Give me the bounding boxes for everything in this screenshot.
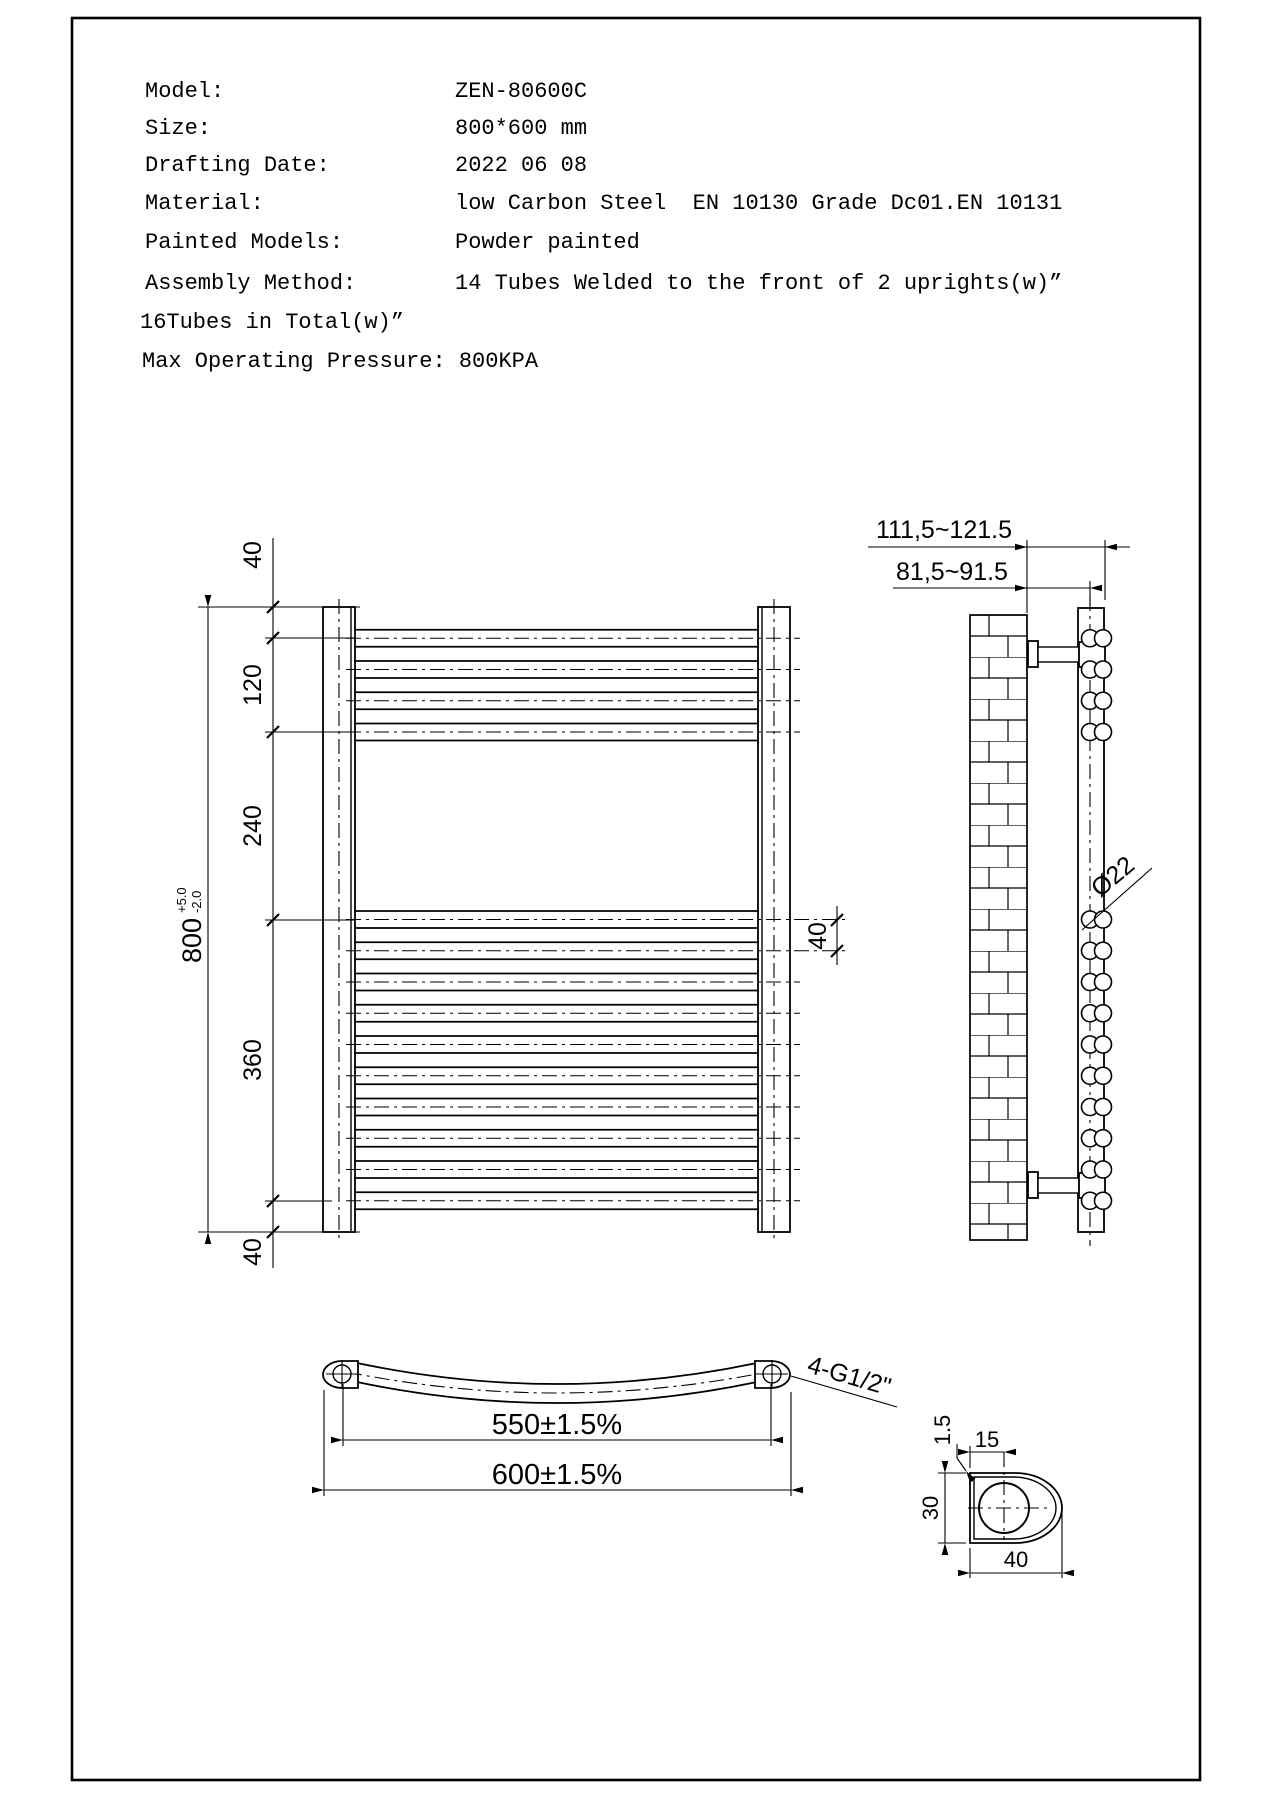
dim-seg-40-bottom: 40	[239, 1238, 267, 1266]
spec-max-pressure: Max Operating Pressure: 800KPA	[142, 349, 539, 374]
dim-seg-40-top: 40	[239, 541, 267, 569]
tube-section-circle	[1095, 1192, 1112, 1209]
spec-block	[140, 79, 1062, 374]
spec-label-model: Model:	[145, 79, 225, 104]
front-view	[174, 538, 848, 1268]
spec-label-material: Material:	[145, 191, 264, 216]
dim-tube-pitch	[804, 906, 843, 965]
dim-15-text: 15	[974, 1427, 1000, 1452]
tube-section-circle	[1095, 1005, 1112, 1022]
dim-800-text: 800	[177, 917, 207, 963]
dim-thickness-1-5	[930, 1415, 966, 1471]
dim-40-text: 40	[1003, 1547, 1029, 1572]
spec-label-size: Size:	[145, 116, 212, 141]
dim-hole-offset-15	[970, 1427, 1004, 1468]
dim-thread-leader	[791, 1351, 897, 1407]
top-left-bracket	[323, 1360, 358, 1389]
spec-value-assembly: 14 Tubes Welded to the front of 2 uprights(w)”	[455, 271, 1063, 296]
spec-value-painted: Powder painted	[455, 230, 640, 255]
tube-section-circle	[1095, 1036, 1112, 1053]
tube-section-circle	[1095, 1099, 1112, 1116]
dim-dia-22: Ø22	[1085, 850, 1141, 903]
tube-section-circle	[1095, 1067, 1112, 1084]
dim-overall-600	[324, 1390, 791, 1496]
tube-section-circle	[1095, 1161, 1112, 1178]
dim-800-tol-minus: -2.0	[189, 890, 204, 913]
dim-seg-360: 360	[239, 1039, 267, 1081]
top-right-bracket	[755, 1360, 790, 1389]
spec-label-date: Drafting Date:	[145, 153, 330, 178]
tube-section-circle	[1095, 942, 1112, 959]
spec-value-date: 2022 06 08	[455, 153, 588, 178]
tube-section-circle	[1095, 630, 1112, 647]
front-tubes	[346, 630, 848, 1210]
dim-seg-120: 120	[239, 664, 267, 706]
dim-550-text: 550±1.5%	[491, 1409, 623, 1441]
dim-thread-text: 4-G1/2"	[804, 1350, 895, 1402]
tube-section-circle	[1095, 661, 1112, 678]
dim-segment-chain	[239, 538, 355, 1268]
dim-800-tol-plus: +5.0	[174, 887, 189, 913]
wall-section	[970, 615, 1027, 1240]
side-view	[868, 516, 1152, 1246]
tube-section-circle	[1095, 724, 1112, 741]
detail-view	[918, 1415, 1062, 1578]
dim-wall-offsets	[868, 516, 1130, 613]
dim-pitch-40: 40	[804, 922, 832, 950]
spec-value-model: ZEN-80600C	[455, 79, 588, 104]
tube-arc-bottom-edge	[357, 1382, 757, 1403]
spec-label-painted: Painted Models:	[145, 230, 344, 255]
tube-section-circle	[1095, 692, 1112, 709]
spec-value-size: 800*600 mm	[455, 116, 588, 141]
spec-value-material: low Carbon Steel EN 10130 Grade Dc01.EN 10131	[455, 191, 1063, 216]
tube-section-circle	[1095, 1130, 1112, 1147]
spec-assembly-note: 16Tubes in Total(w)”	[140, 310, 405, 335]
tube-arc-centerline	[347, 1372, 767, 1393]
dim-wall-to-front: 111,5~121.5	[875, 516, 1013, 544]
tube-arc-top-edge	[357, 1363, 757, 1384]
dim-height-30	[918, 1473, 966, 1543]
dim-seg-240: 240	[239, 805, 267, 847]
tube-section-circle	[1095, 911, 1112, 928]
dim-30-text: 30	[918, 1495, 943, 1521]
top-view	[323, 1351, 897, 1496]
tube-section-circle	[1095, 974, 1112, 991]
dim-centers-550	[343, 1384, 771, 1446]
dim-600-text: 600±1.5%	[491, 1459, 623, 1491]
dim-wall-to-center: 81,5~91.5	[896, 558, 1008, 586]
spec-label-assembly: Assembly Method:	[145, 271, 357, 296]
dim-1-5-text: 1.5	[930, 1414, 955, 1446]
